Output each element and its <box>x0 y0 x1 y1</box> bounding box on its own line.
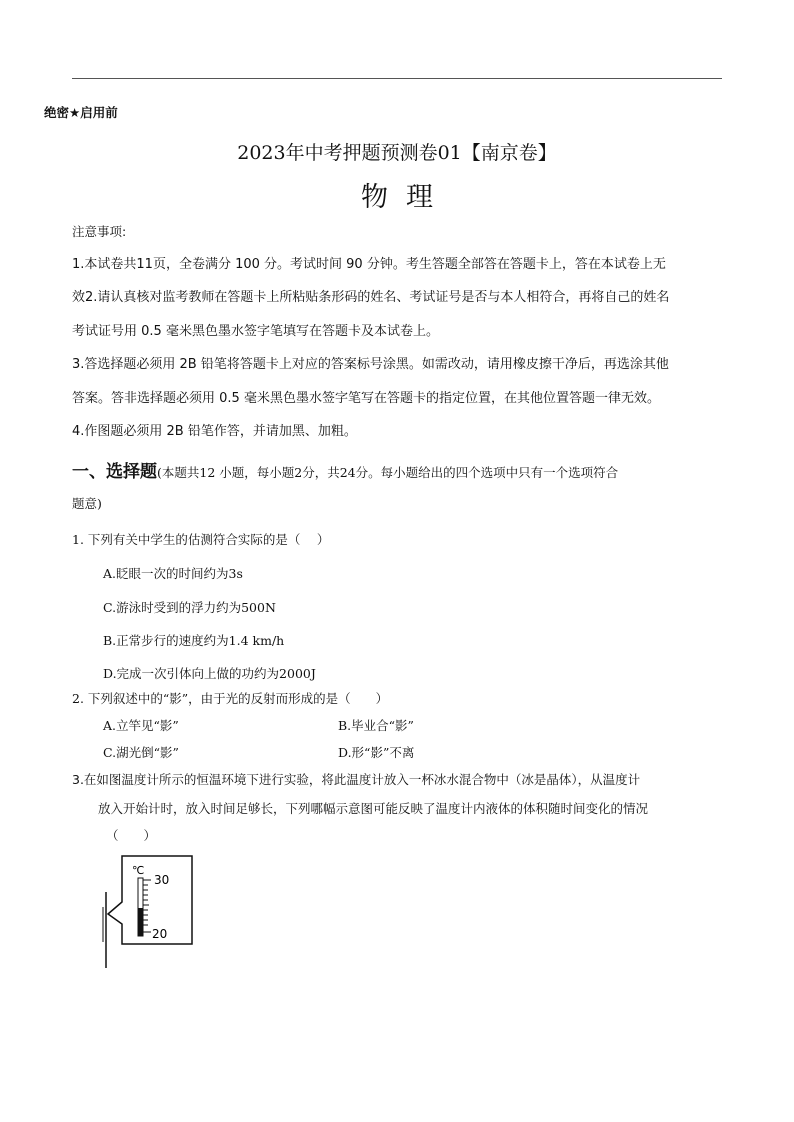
question-1-stem: 1. 下列有关中学生的估测符合实际的是（ ） <box>72 532 330 547</box>
notice-line: 1.本试卷共11页，全卷满分 100 分。考试时间 90 分钟。考生答题全部答在答题卡上，答在本试卷上无 <box>72 257 666 272</box>
section-heading <box>72 457 618 482</box>
question-2-stem: 2. 下列叙述中的“影”，由于光的反射而形成的是（ ） <box>72 691 389 706</box>
liquid-column <box>138 908 143 936</box>
q2-option-d: D.形“影”不离 <box>338 745 415 760</box>
q1-option-b: B.正常步行的速度约为1.4 km/h <box>103 633 285 648</box>
question-3-stem-line2: 放入开始计时，放入时间足够长，下列哪幅示意图可能反映了温度计内液体的体积随时间变化的情况 <box>98 801 649 816</box>
notice-line: 答案。答非选择题必须用 0.5 毫米黑色墨水签字笔写在答题卡的指定位置，在其他位置答题一律无效。 <box>72 391 660 406</box>
magnified-callout <box>108 856 192 944</box>
q1-option-c: C.游泳时受到的浮力约为500N <box>103 600 276 615</box>
exam-title: 2023年中考押题预测卷01【南京卷】 <box>237 142 557 164</box>
subject-title: 物理 <box>361 182 451 213</box>
scale-label-30: 30 <box>154 873 170 887</box>
notice-line: 4.作图题必须用 2B 铅笔作答，并请加黑、加粗。 <box>72 424 357 439</box>
secret-label: 绝密★启用前 <box>44 105 118 120</box>
scale-ticks <box>143 880 151 932</box>
scale-label-20: 20 <box>152 927 168 941</box>
notice-line: 3.答选择题必须用 2B 铅笔将答题卡上对应的答案标号涂黑。如需改动，请用橡皮擦干净后，再选涂其他 <box>72 357 669 372</box>
notice-line: 效2.请认真核对监考教师在答题卡上所粘贴条形码的姓名、考试证号是否与本人相符合，再将自己的姓名 <box>72 290 670 305</box>
q2-option-a: A.立竿见“影” <box>103 718 179 733</box>
section-note: (本题共12 小题，每小题2分，共24分。每小题给出的四个选项中只有一个选项符合 <box>157 465 619 480</box>
q1-option-a: A.眨眼一次的时间约为3s <box>103 566 243 581</box>
question-3-stem-line1: 3.在如图温度计所示的恒温环境下进行实验，将此温度计放入一杯冰水混合物中（冰是晶体），从温度计 <box>72 772 641 787</box>
q2-option-c: C.湖光倒“影” <box>103 745 179 760</box>
question-3-stem-line3: （ ） <box>106 828 157 843</box>
q2-option-b: B.毕业合“影” <box>338 718 414 733</box>
section-note-cont: 题意) <box>72 496 102 511</box>
unit-label: ℃ <box>132 864 145 877</box>
thermometer-figure <box>98 852 198 972</box>
notice-heading: 注意事项: <box>72 224 127 239</box>
header-rule <box>72 78 722 79</box>
section-title: 一、选择题 <box>72 462 157 482</box>
q1-option-d: D.完成一次引体向上做的功约为2000J <box>103 666 316 681</box>
notice-line: 考试证号用 0.5 毫米黑色墨水签字笔填写在答题卡及本试卷上。 <box>72 324 439 339</box>
